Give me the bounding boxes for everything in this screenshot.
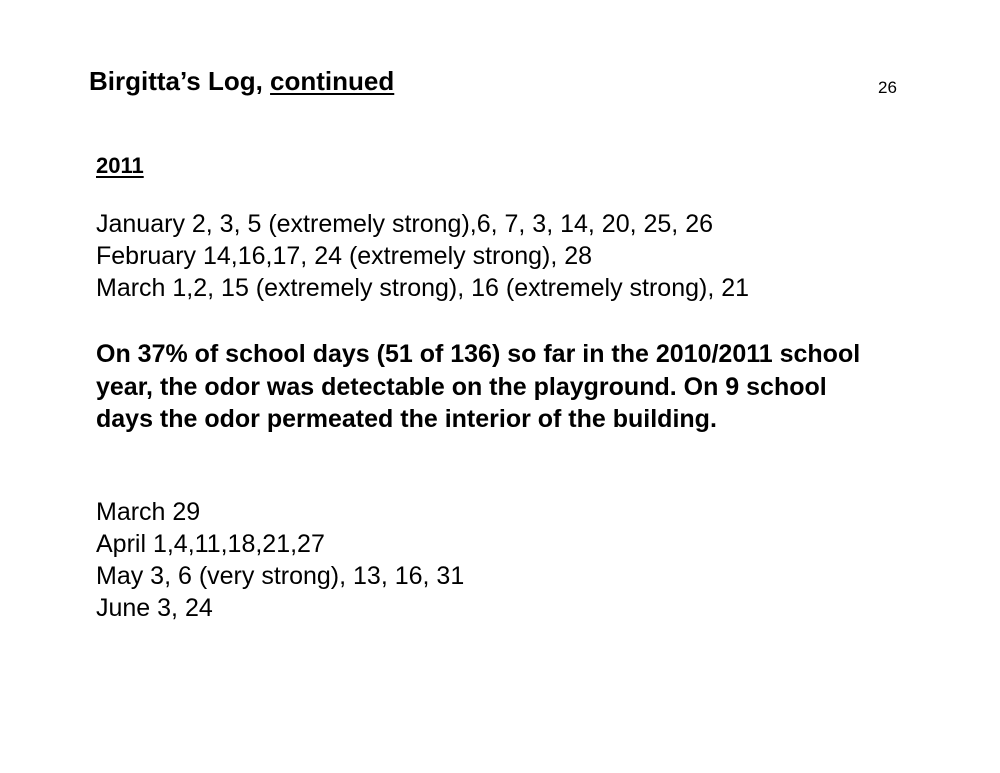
page-number: 26: [878, 78, 897, 97]
log-entry-march: March 1,2, 15 (extremely strong), 16 (extremely strong), 21: [96, 274, 750, 302]
log-entry-april: April 1,4,11,18,21,27: [96, 530, 325, 558]
year-heading: 2011: [96, 153, 144, 178]
slide-title: [89, 64, 394, 98]
log-entry-february: February 14,16,17, 24 (extremely strong), 28: [96, 242, 593, 270]
log-entry-january: January 2, 3, 5 (extremely strong),6, 7, 3, 14, 20, 25, 26: [96, 210, 714, 238]
log-entries-early: [96, 208, 749, 304]
log-entry-march-late: March 29: [96, 498, 201, 526]
log-entries-late: [96, 496, 464, 624]
log-entry-may: May 3, 6 (very strong), 13, 16, 31: [96, 562, 465, 590]
summary-statement: On 37% of school days (51 of 136) so far in the 2010/2011 school year, the odor was detectable on the playground. On 9 school days the odor permeated the interior of the building.: [96, 340, 861, 433]
title-text: Birgitta’s Log,: [89, 66, 271, 96]
log-entry-june: June 3, 24: [96, 594, 213, 622]
title-continued: continued: [270, 66, 395, 96]
